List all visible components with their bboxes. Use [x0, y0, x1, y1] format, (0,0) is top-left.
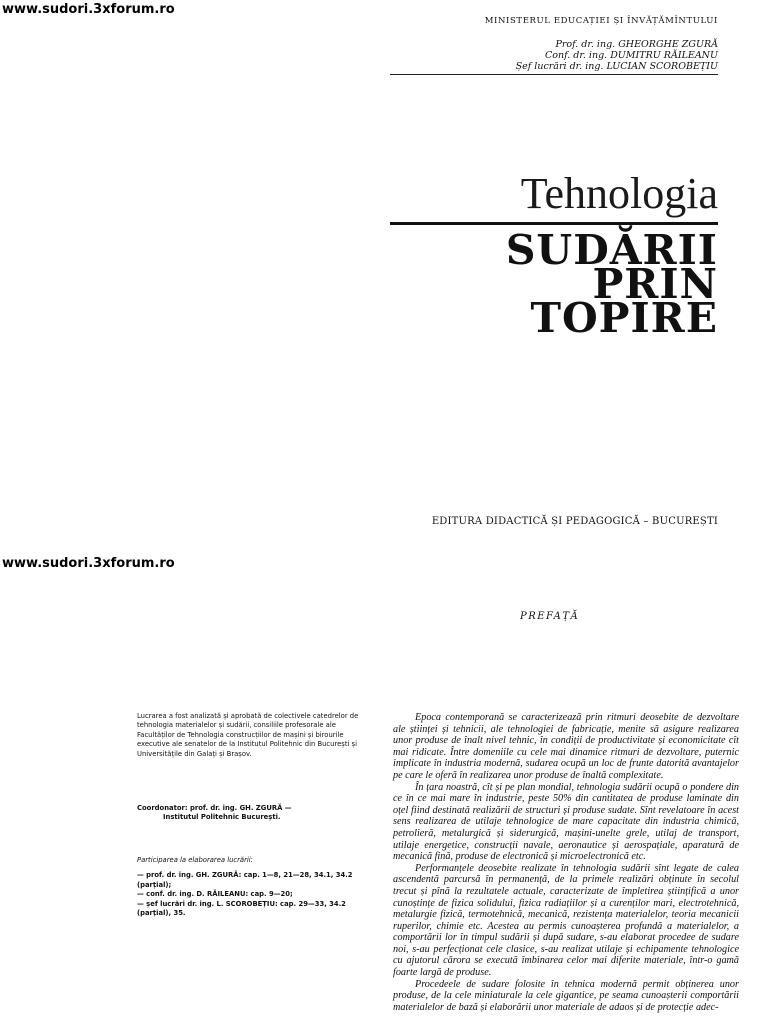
title-prin: PRIN [592, 260, 718, 308]
approval-text: Lucrarea a fost analizată și aprobată de colectivele catedrelor de tehnologia materialelor și sudării, consiliile profesorale ale Facultăților de Tehnologia construcțiilor de mașini și birourile executive ale senatelor de la Institutul Politehnic din București și Universitățile din Galați și Brașov. [137, 712, 359, 758]
participation-heading: Participarea la elaborarea lucrării: [137, 856, 253, 864]
title-sudarii: SUDĂRII [505, 226, 718, 274]
participation-block [137, 856, 367, 918]
preface-heading: PREFAȚĂ [520, 611, 580, 622]
preface-paragraph-4: Procedeele de sudare folosite în tehnica modernă permit obținerea unor produse, de la cele miniaturale la cele gigantice, pe seama cunoașterii comportării materialelor de bază și elaborării unor materiale de adaos și de protecție adec- [393, 978, 739, 1013]
title-rule [390, 222, 718, 225]
author-1: Prof. dr. ing. GHEORGHE ZGURĂ [555, 39, 718, 50]
preface-body [393, 712, 739, 1013]
preface-paragraph-2: În țara noastră, cît și pe plan mondial, tehnologia sudării ocupă o pondere din ce în ce mai mare în industrie, peste 50% din cantitatea de produse laminate din oțel fiind destinată realizării de structuri și produse sudate. Sînt revelatoare în acest sens realizarea de utilaje tehnologice de mare capacitate din industria chimică, petrolieră, metalurgică și siderurgică, mașini-unelte grele, utilaj de transport, utilaje energetice, construcții navale, aeronautice și aerospațiale, aparatură de mecanică fină, produse de electronică și microelectronică etc. [393, 781, 739, 863]
coordinator-block [137, 804, 367, 823]
title-tehnologia: Tehnologia [520, 169, 718, 218]
coordinator-label: Coordonator: prof. dr. ing. GH. ZGURĂ — [137, 804, 292, 812]
approval-note [137, 712, 367, 759]
watermark-middle: www.sudori.3xforum.ro [2, 556, 175, 571]
author-2: Conf. dr. ing. DUMITRU RĂILEANU [544, 50, 718, 61]
ministry-header: MINISTERUL EDUCAȚIEI ȘI ÎNVĂȚĂMÎNTULUI [484, 16, 718, 26]
preface-paragraph-1: Epoca contemporană se caracterizează prin ritmuri deosebite de dezvoltare ale științei și tehnicii, ale tehnologiei de fabricație, menite să asigure realizarea unor produse de înalt nivel tehnic, în condiții de productivitate și economicitate cît mai ridicate. Între domeniile cu cele mai dinamice ritmuri de dezvoltare, puternic implicate în industria modernă, sudarea ocupă un loc de frunte datorită avantajelor pe care le oferă în realizarea unor produse de înaltă complexitate. [393, 712, 739, 781]
participation-item-2: — conf. dr. ing. D. RĂILEANU: cap. 9—20; [137, 890, 293, 899]
author-3: Șef lucrări dr. ing. LUCIAN SCOROBEȚIU [515, 61, 718, 72]
participation-item-3: — șef lucrări dr. ing. L. SCOROBEȚIU: cap. 29—33, 34.2 (parțial), 35. [137, 899, 346, 918]
title-topire: TOPIRE [530, 294, 718, 342]
preface-paragraph-3: Performanțele deosebite realizate în tehnologia sudării sînt legate de calea ascendentă parcursă în permanență, de la primele realizări obținute în secolul trecut și pînă la rezultatele actuale, caracterizate de împletirea științifică a unor cunoștințe de fizica solidului, fizica radiațiilor și a curenților mari, electrotehnică, metalurgie fizică, termotehnică, mecanică, rezistența materialelor, teoria mecanicii ruperilor, chimie etc. Acestea au permis cunoașterea profundă a materialelor, a comportării lor în timpul sudării și după sudare, s-au elaborat procedee de sudare noi, s-au perfecționat cele clasice, s-au realizat utilaje și echipamente tehnologice cu ajutorul cărora se execută îmbinarea celor mai diferite materiale, într-o gamă foarte largă de produse. [393, 862, 739, 979]
coordinator-institution: Institutul Politehnic București. [163, 813, 281, 822]
watermark-top: www.sudori.3xforum.ro [2, 2, 175, 17]
top-rule [390, 74, 718, 75]
participation-item-1: — prof. dr. ing. GH. ZGURĂ: cap. 1—8, 21—28, 34.1, 34.2 (parțial); [137, 871, 353, 889]
publisher-line: EDITURA DIDACTICĂ ȘI PEDAGOGICĂ – BUCUREȘTI [431, 516, 718, 527]
